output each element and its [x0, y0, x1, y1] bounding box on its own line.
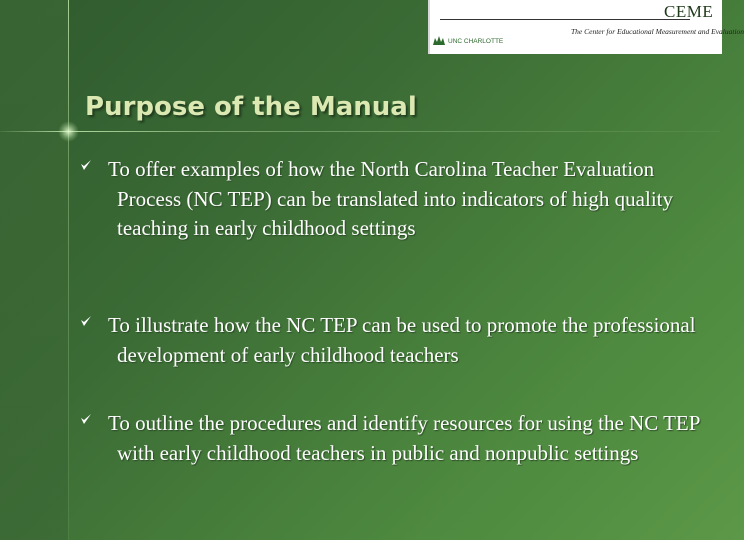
check-diamond-icon [80, 315, 92, 327]
check-diamond-icon [80, 413, 92, 425]
check-diamond-icon [80, 159, 92, 171]
bullet-text: To offer examples of how the North Carolina Teacher Evaluation Process (NC TEP) can be translated into indicators of high quality teaching in early childhood settings [108, 157, 673, 240]
accent-glow [58, 121, 79, 142]
slide-title: Purpose of the Manual [85, 92, 417, 122]
ceme-logo-banner [428, 0, 744, 54]
logo-subtitle: The Center for Educational Measurement and Evaluation [571, 27, 744, 36]
logo-university: UNC CHARLOTTE [448, 38, 504, 45]
bullet-text: To illustrate how the NC TEP can be used to promote the professional development of early childhood teachers [108, 313, 696, 367]
left-band-decoration [0, 0, 68, 540]
logo-rule [440, 19, 690, 20]
logo-name: CEME [664, 2, 714, 21]
horizontal-accent-line [0, 131, 720, 132]
uncc-crown-icon [432, 35, 446, 47]
bullet-text: To outline the procedures and identify resources for using the NC TEP with early childhood teachers in public and nonpublic settings [108, 411, 700, 465]
vertical-accent-line [68, 0, 69, 540]
